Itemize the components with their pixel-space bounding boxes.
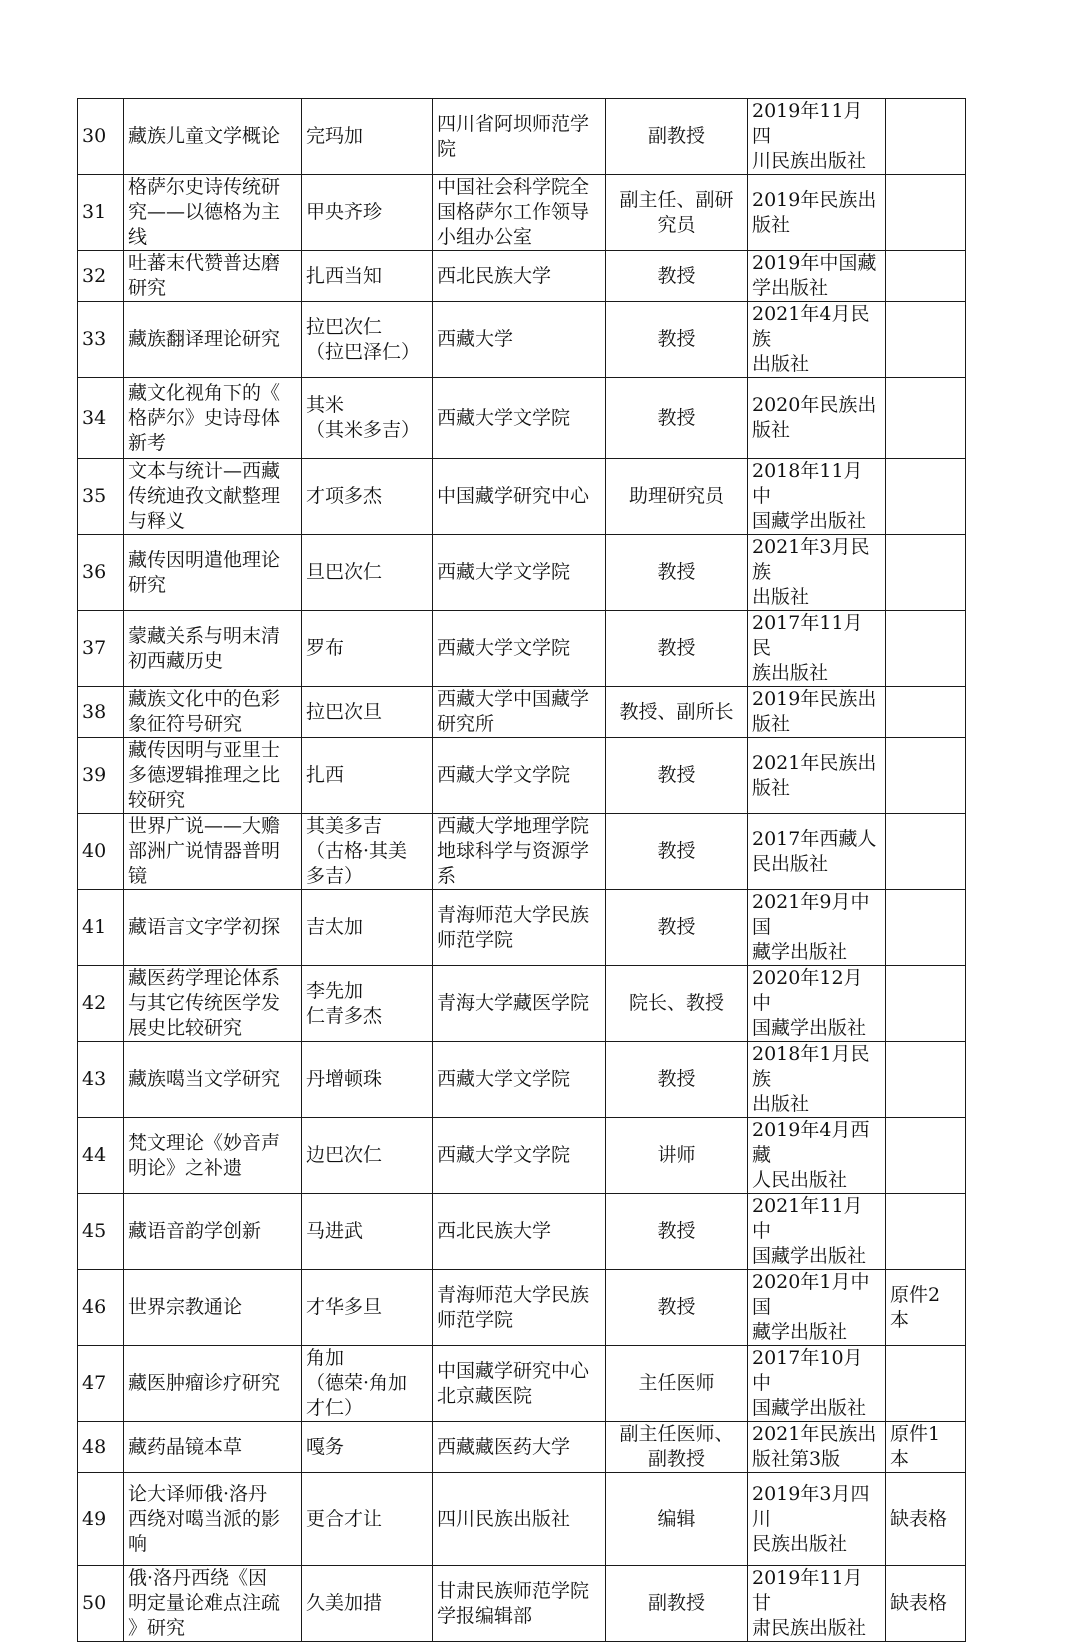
work-unit-cell: 西藏大学文学院 [433,738,606,814]
work-unit-cell: 西藏大学 [433,302,606,378]
author-name-cell: 拉巴次旦 [302,687,433,738]
job-title-cell: 讲师 [606,1118,748,1194]
table-row [78,175,966,251]
publication-info-cell: 2017年11月民 族出版社 [748,611,886,687]
work-unit-cell: 中国藏学研究中心 [433,459,606,535]
remark-cell [886,251,966,302]
publication-info-cell: 2018年1月民族 出版社 [748,1042,886,1118]
remark-cell: 原件2 本 [886,1270,966,1346]
author-name-cell: 马进武 [302,1194,433,1270]
table-row [78,1194,966,1270]
book-title-cell: 论大译师俄·洛丹 西绕对噶当派的影 响 [124,1473,302,1566]
table-row [78,1566,966,1642]
publication-info-cell: 2017年10月中 国藏学出版社 [748,1346,886,1422]
work-unit-cell: 西藏大学中国藏学 研究所 [433,687,606,738]
author-name-cell: 罗布 [302,611,433,687]
job-title-cell: 教授 [606,535,748,611]
table-row [78,302,966,378]
work-unit-cell: 青海师范大学民族 师范学院 [433,1270,606,1346]
row-number-cell: 45 [78,1194,124,1270]
work-unit-cell: 四川省阿坝师范学 院 [433,99,606,175]
publication-info-cell: 2021年民族出 版社第3版 [748,1422,886,1473]
row-number-cell: 35 [78,459,124,535]
author-name-cell: 更合才让 [302,1473,433,1566]
publication-info-cell: 2021年11月中 国藏学出版社 [748,1194,886,1270]
row-number-cell: 48 [78,1422,124,1473]
job-title-cell: 教授 [606,378,748,459]
publication-info-cell: 2019年11月甘 肃民族出版社 [748,1566,886,1642]
job-title-cell: 副主任医师、 副教授 [606,1422,748,1473]
table-row [78,611,966,687]
remark-cell: 缺表格 [886,1473,966,1566]
book-title-cell: 文本与统计—西藏 传统迪孜文献整理 与释义 [124,459,302,535]
publication-info-cell: 2021年民族出 版社 [748,738,886,814]
book-title-cell: 藏医肿瘤诊疗研究 [124,1346,302,1422]
job-title-cell: 教授 [606,251,748,302]
table-row [78,535,966,611]
publication-info-cell: 2019年4月西藏 人民出版社 [748,1118,886,1194]
book-title-cell: 世界宗教通论 [124,1270,302,1346]
author-name-cell: 丹增顿珠 [302,1042,433,1118]
table-row [78,738,966,814]
book-table [77,98,966,1642]
remark-cell [886,687,966,738]
row-number-cell: 32 [78,251,124,302]
table-row [78,966,966,1042]
book-title-cell: 藏族文化中的色彩 象征符号研究 [124,687,302,738]
work-unit-cell: 西藏大学地理学院 地球科学与资源学 系 [433,814,606,890]
table-row [78,459,966,535]
row-number-cell: 31 [78,175,124,251]
remark-cell [886,535,966,611]
publication-info-cell: 2020年12月中 国藏学出版社 [748,966,886,1042]
table-row [78,1473,966,1566]
book-title-cell: 藏语音韵学创新 [124,1194,302,1270]
publication-info-cell: 2021年3月民族 出版社 [748,535,886,611]
remark-cell: 缺表格 [886,1566,966,1642]
book-title-cell: 藏语言文字学初探 [124,890,302,966]
author-name-cell: 其美多吉 （古格·其美 多吉） [302,814,433,890]
author-name-cell: 扎西 [302,738,433,814]
row-number-cell: 37 [78,611,124,687]
publication-info-cell: 2019年中国藏 学出版社 [748,251,886,302]
job-title-cell: 教授 [606,814,748,890]
work-unit-cell: 西藏大学文学院 [433,1042,606,1118]
remark-cell [886,175,966,251]
work-unit-cell: 西藏大学文学院 [433,1118,606,1194]
author-name-cell: 角加 （德荣·角加 才仁） [302,1346,433,1422]
publication-info-cell: 2021年4月民族 出版社 [748,302,886,378]
book-title-cell: 藏医药学理论体系 与其它传统医学发 展史比较研究 [124,966,302,1042]
remark-cell [886,1346,966,1422]
book-title-cell: 梵文理论《妙音声 明论》之补遗 [124,1118,302,1194]
job-title-cell: 教授 [606,302,748,378]
row-number-cell: 42 [78,966,124,1042]
row-number-cell: 50 [78,1566,124,1642]
work-unit-cell: 西北民族大学 [433,251,606,302]
table-row [78,687,966,738]
author-name-cell: 其米 （其米多吉） [302,378,433,459]
table-row [78,814,966,890]
book-title-cell: 藏族儿童文学概论 [124,99,302,175]
author-name-cell: 吉太加 [302,890,433,966]
job-title-cell: 编辑 [606,1473,748,1566]
table-row [78,1270,966,1346]
job-title-cell: 教授 [606,738,748,814]
work-unit-cell: 西藏藏医药大学 [433,1422,606,1473]
work-unit-cell: 西藏大学文学院 [433,535,606,611]
table-body [78,99,966,1642]
remark-cell [886,966,966,1042]
work-unit-cell: 中国藏学研究中心 北京藏医院 [433,1346,606,1422]
row-number-cell: 43 [78,1042,124,1118]
book-title-cell: 藏药晶镜本草 [124,1422,302,1473]
author-name-cell: 李先加 仁青多杰 [302,966,433,1042]
table-row [78,1346,966,1422]
row-number-cell: 38 [78,687,124,738]
remark-cell [886,611,966,687]
author-name-cell: 才项多杰 [302,459,433,535]
author-name-cell: 边巴次仁 [302,1118,433,1194]
remark-cell [886,890,966,966]
job-title-cell: 教授 [606,890,748,966]
row-number-cell: 40 [78,814,124,890]
book-title-cell: 藏传因明与亚里士 多德逻辑推理之比 较研究 [124,738,302,814]
book-title-cell: 藏文化视角下的《 格萨尔》史诗母体 新考 [124,378,302,459]
publication-info-cell: 2019年11月四 川民族出版社 [748,99,886,175]
job-title-cell: 教授 [606,611,748,687]
work-unit-cell: 中国社会科学院全 国格萨尔工作领导 小组办公室 [433,175,606,251]
author-name-cell: 才华多旦 [302,1270,433,1346]
job-title-cell: 教授 [606,1270,748,1346]
table-row [78,1118,966,1194]
row-number-cell: 39 [78,738,124,814]
row-number-cell: 46 [78,1270,124,1346]
publication-info-cell: 2020年民族出 版社 [748,378,886,459]
row-number-cell: 33 [78,302,124,378]
remark-cell [886,1042,966,1118]
row-number-cell: 30 [78,99,124,175]
publication-info-cell: 2018年11月中 国藏学出版社 [748,459,886,535]
row-number-cell: 49 [78,1473,124,1566]
job-title-cell: 副教授 [606,99,748,175]
work-unit-cell: 西北民族大学 [433,1194,606,1270]
author-name-cell: 久美加措 [302,1566,433,1642]
table-row [78,378,966,459]
job-title-cell: 副主任、副研 究员 [606,175,748,251]
work-unit-cell: 青海大学藏医学院 [433,966,606,1042]
work-unit-cell: 青海师范大学民族 师范学院 [433,890,606,966]
publication-info-cell: 2019年民族出 版社 [748,175,886,251]
work-unit-cell: 西藏大学文学院 [433,378,606,459]
remark-cell [886,1118,966,1194]
remark-cell [886,459,966,535]
author-name-cell: 甲央齐珍 [302,175,433,251]
row-number-cell: 41 [78,890,124,966]
job-title-cell: 教授 [606,1194,748,1270]
job-title-cell: 院长、教授 [606,966,748,1042]
work-unit-cell: 四川民族出版社 [433,1473,606,1566]
book-title-cell: 藏族噶当文学研究 [124,1042,302,1118]
remark-cell [886,814,966,890]
publication-info-cell: 2019年民族出 版社 [748,687,886,738]
row-number-cell: 34 [78,378,124,459]
row-number-cell: 44 [78,1118,124,1194]
table-row [78,251,966,302]
job-title-cell: 教授 [606,1042,748,1118]
remark-cell [886,302,966,378]
job-title-cell: 教授、副所长 [606,687,748,738]
remark-cell [886,99,966,175]
table-row [78,99,966,175]
book-title-cell: 格萨尔史诗传统研 究——以德格为主 线 [124,175,302,251]
remark-cell [886,738,966,814]
remark-cell [886,378,966,459]
job-title-cell: 主任医师 [606,1346,748,1422]
remark-cell: 原件1 本 [886,1422,966,1473]
table-row [78,890,966,966]
job-title-cell: 助理研究员 [606,459,748,535]
book-title-cell: 藏族翻译理论研究 [124,302,302,378]
table-row [78,1422,966,1473]
work-unit-cell: 西藏大学文学院 [433,611,606,687]
book-title-cell: 藏传因明遣他理论 研究 [124,535,302,611]
row-number-cell: 47 [78,1346,124,1422]
author-name-cell: 拉巴次仁 （拉巴泽仁） [302,302,433,378]
author-name-cell: 扎西当知 [302,251,433,302]
publication-info-cell: 2017年西藏人 民出版社 [748,814,886,890]
book-title-cell: 蒙藏关系与明末清 初西藏历史 [124,611,302,687]
table-row [78,1042,966,1118]
author-name-cell: 旦巴次仁 [302,535,433,611]
author-name-cell: 嘎务 [302,1422,433,1473]
remark-cell [886,1194,966,1270]
publication-info-cell: 2020年1月中国 藏学出版社 [748,1270,886,1346]
job-title-cell: 副教授 [606,1566,748,1642]
book-title-cell: 俄·洛丹西绕《因 明定量论难点注疏 》研究 [124,1566,302,1642]
book-title-cell: 吐蕃末代赞普达磨 研究 [124,251,302,302]
author-name-cell: 完玛加 [302,99,433,175]
publication-info-cell: 2021年9月中国 藏学出版社 [748,890,886,966]
work-unit-cell: 甘肃民族师范学院 学报编辑部 [433,1566,606,1642]
book-title-cell: 世界广说——大赡 部洲广说情器普明 镜 [124,814,302,890]
publication-info-cell: 2019年3月四川 民族出版社 [748,1473,886,1566]
row-number-cell: 36 [78,535,124,611]
